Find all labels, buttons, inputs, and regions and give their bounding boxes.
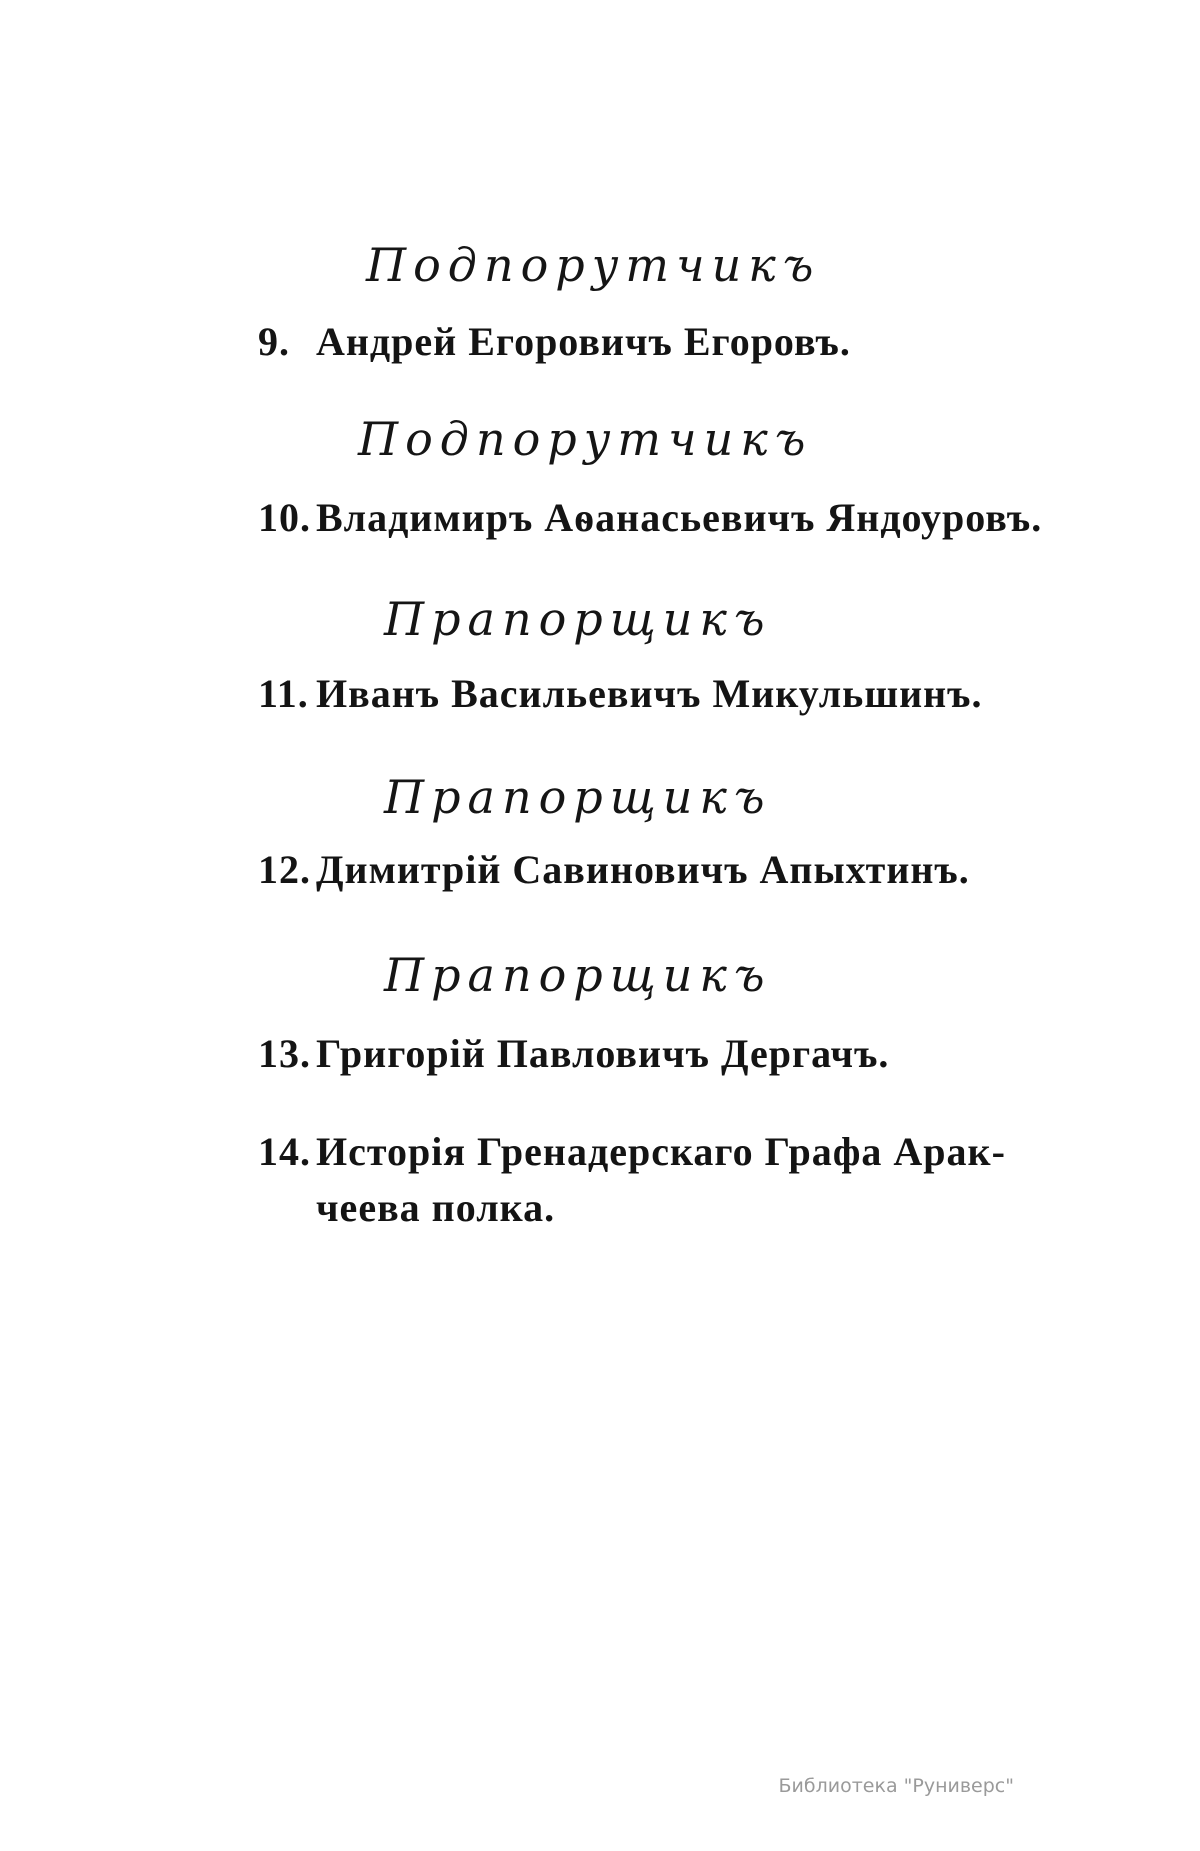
entry-name: Иванъ Васильевичъ Микульшинъ. — [316, 671, 983, 716]
entry-number: 12. — [258, 847, 311, 892]
list-item — [258, 670, 983, 717]
list-item — [258, 318, 851, 365]
rank-heading: Прапорщикъ — [384, 592, 772, 646]
entry-number: 10. — [258, 495, 311, 540]
rank-heading: Подпорутчикъ — [358, 412, 813, 466]
entry-number: 14. — [258, 1129, 311, 1174]
library-watermark: Библиотека "Руниверс" — [778, 1775, 1014, 1797]
entry-name: Андрей Егоровичъ Егоровъ. — [316, 319, 851, 364]
rank-heading: Прапорщикъ — [384, 948, 772, 1002]
entry-number: 13. — [258, 1031, 311, 1076]
entry-text-continuation: чеева полка. — [316, 1185, 556, 1230]
rank-heading: Подпорутчикъ — [366, 238, 821, 292]
list-item — [258, 1030, 889, 1077]
entry-number: 11. — [258, 671, 309, 716]
entry-name: Григорій Павловичъ Дергачъ. — [316, 1031, 890, 1076]
entry-name: Димитрій Савиновичъ Апыхтинъ. — [316, 847, 970, 892]
entry-number: 9. — [258, 319, 290, 364]
rank-heading: Прапорщикъ — [384, 770, 772, 824]
list-item — [258, 1128, 1006, 1230]
list-item — [258, 846, 970, 893]
entry-text: Исторія Гренадерскаго Графа Арак- — [316, 1129, 1006, 1174]
list-item — [258, 494, 1042, 541]
entry-name: Владимиръ Аѳанасьевичъ Яндоуровъ. — [316, 495, 1043, 540]
